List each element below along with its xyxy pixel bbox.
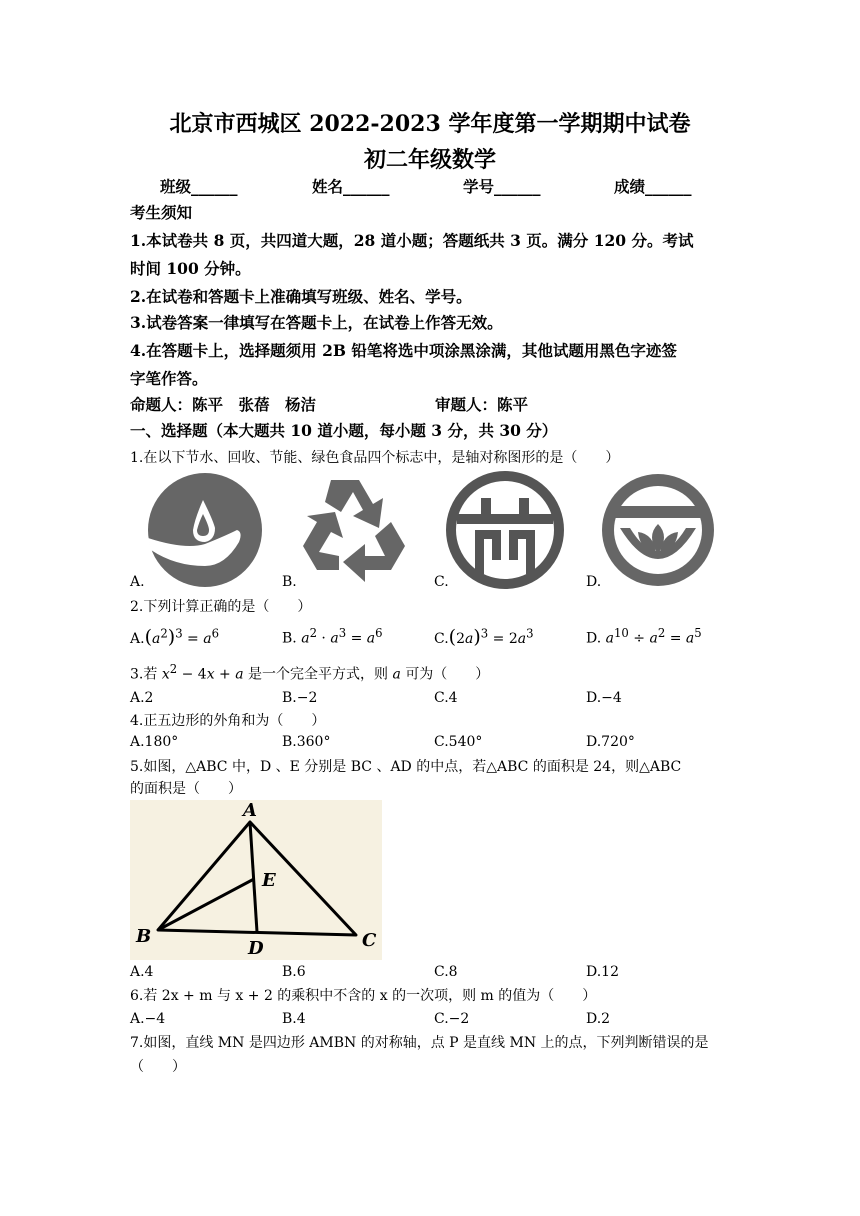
- option-b[interactable]: B.: [282, 574, 297, 590]
- question-1-stem: 1.在以下节水、回收、节能、绿色食品四个标志中，是轴对称图形的是（ ）: [130, 450, 620, 466]
- recycle-logo-icon: [295, 470, 415, 590]
- option-c[interactable]: C.540°: [434, 734, 483, 750]
- option-a[interactable]: A.−4: [130, 1011, 166, 1027]
- field-name: 姓名______: [312, 177, 390, 196]
- label-c: C: [362, 930, 377, 951]
- option-b[interactable]: B. $a^2 \cdot a^3 = a^6$: [282, 626, 383, 647]
- label-d: D: [248, 938, 264, 959]
- notice-item: 时间 100 分钟。: [130, 259, 251, 278]
- option-d[interactable]: D. $a^{10} \div a^2 = a^5$: [586, 626, 702, 647]
- notice-item: 2.在试卷和答题卡上准确填写班级、姓名、学号。: [130, 287, 472, 306]
- notice-item: 1.本试卷共 8 页，共四道大题，28 道小题；答题纸共 3 页。满分 120 分。考试: [130, 231, 694, 250]
- notice-item: 字笔作答。: [130, 369, 208, 388]
- question-5-stem-cont: 的面积是（ ）: [130, 781, 242, 797]
- authors: 命题人：陈平 张蓓 杨洁: [130, 395, 317, 414]
- label-a: A: [243, 800, 257, 821]
- question-7-stem: 7.如图，直线 MN 是四边形 AMBN 的对称轴，点 P 是直线 MN 上的点，下列判断错误的是: [130, 1035, 709, 1051]
- option-c[interactable]: $C.(2a)^3 = 2a^3$: [434, 626, 534, 648]
- option-a[interactable]: A.4: [130, 964, 154, 980]
- question-5-stem: 5.如图，△ABC 中，D 、E 分别是 BC 、AD 的中点，若△ABC 的面积是 24，则△ABC: [130, 759, 682, 775]
- question-4-stem: 4.正五边形的外角和为（ ）: [130, 713, 326, 729]
- option-a[interactable]: A.: [130, 574, 145, 590]
- energy-saving-logo-icon: [445, 470, 565, 590]
- option-c[interactable]: C.8: [434, 964, 458, 980]
- field-class: 班级______: [160, 177, 238, 196]
- option-d[interactable]: D.−4: [586, 690, 622, 706]
- option-d[interactable]: D.12: [586, 964, 619, 980]
- field-score: 成绩______: [614, 177, 692, 196]
- option-b[interactable]: B.4: [282, 1011, 306, 1027]
- option-d[interactable]: D.: [586, 574, 602, 590]
- question-7-stem-cont: （ ）: [130, 1059, 186, 1075]
- option-a[interactable]: $A.(a^2)^3 = a^6$: [130, 626, 220, 648]
- option-b[interactable]: B.360°: [282, 734, 331, 750]
- notice-item: 4.在答题卡上，选择题须用 2B 铅笔将选中项涂黑涂满，其他试题用黑色字迹签: [130, 341, 677, 360]
- section-heading: 一、选择题（本大题共 10 道小题，每小题 3 分，共 30 分）: [130, 421, 558, 440]
- option-b[interactable]: B.−2: [282, 690, 318, 706]
- question-2-stem: 2.下列计算正确的是（ ）: [130, 599, 312, 615]
- exam-title: 北京市西城区 2022-2023 学年度第一学期期中试卷: [169, 111, 691, 137]
- water-saving-logo-icon: [145, 470, 265, 590]
- label-e: E: [262, 870, 276, 891]
- option-c[interactable]: C.4: [434, 690, 458, 706]
- option-d[interactable]: D.2: [586, 1011, 611, 1027]
- option-d[interactable]: D.720°: [586, 734, 635, 750]
- question-6-stem: 6.若 2x + m 与 x + 2 的乘积中不含的 x 的一次项，则 m 的值为（ ）: [130, 988, 597, 1004]
- option-c[interactable]: C.: [434, 574, 449, 590]
- label-b: B: [136, 926, 152, 947]
- option-c[interactable]: C.−2: [434, 1011, 470, 1027]
- reviewer: 审题人：陈平: [435, 395, 529, 414]
- notice-heading: 考生须知: [130, 203, 193, 222]
- exam-subtitle: 初二年级数学: [363, 147, 496, 173]
- option-b[interactable]: B.6: [282, 964, 306, 980]
- notice-item: 3.试卷答案一律填写在答题卡上，在试卷上作答无效。: [130, 313, 503, 332]
- question-3-stem: 3.若 $x^2 - 4x + a$ 是一个完全平方式，则 a 可为（ ）: [130, 662, 490, 683]
- field-student-id: 学号______: [463, 177, 541, 196]
- option-a[interactable]: A.2: [130, 690, 154, 706]
- green-food-logo-icon: [598, 470, 718, 590]
- triangle-figure: [130, 800, 382, 960]
- option-a[interactable]: A.180°: [130, 734, 179, 750]
